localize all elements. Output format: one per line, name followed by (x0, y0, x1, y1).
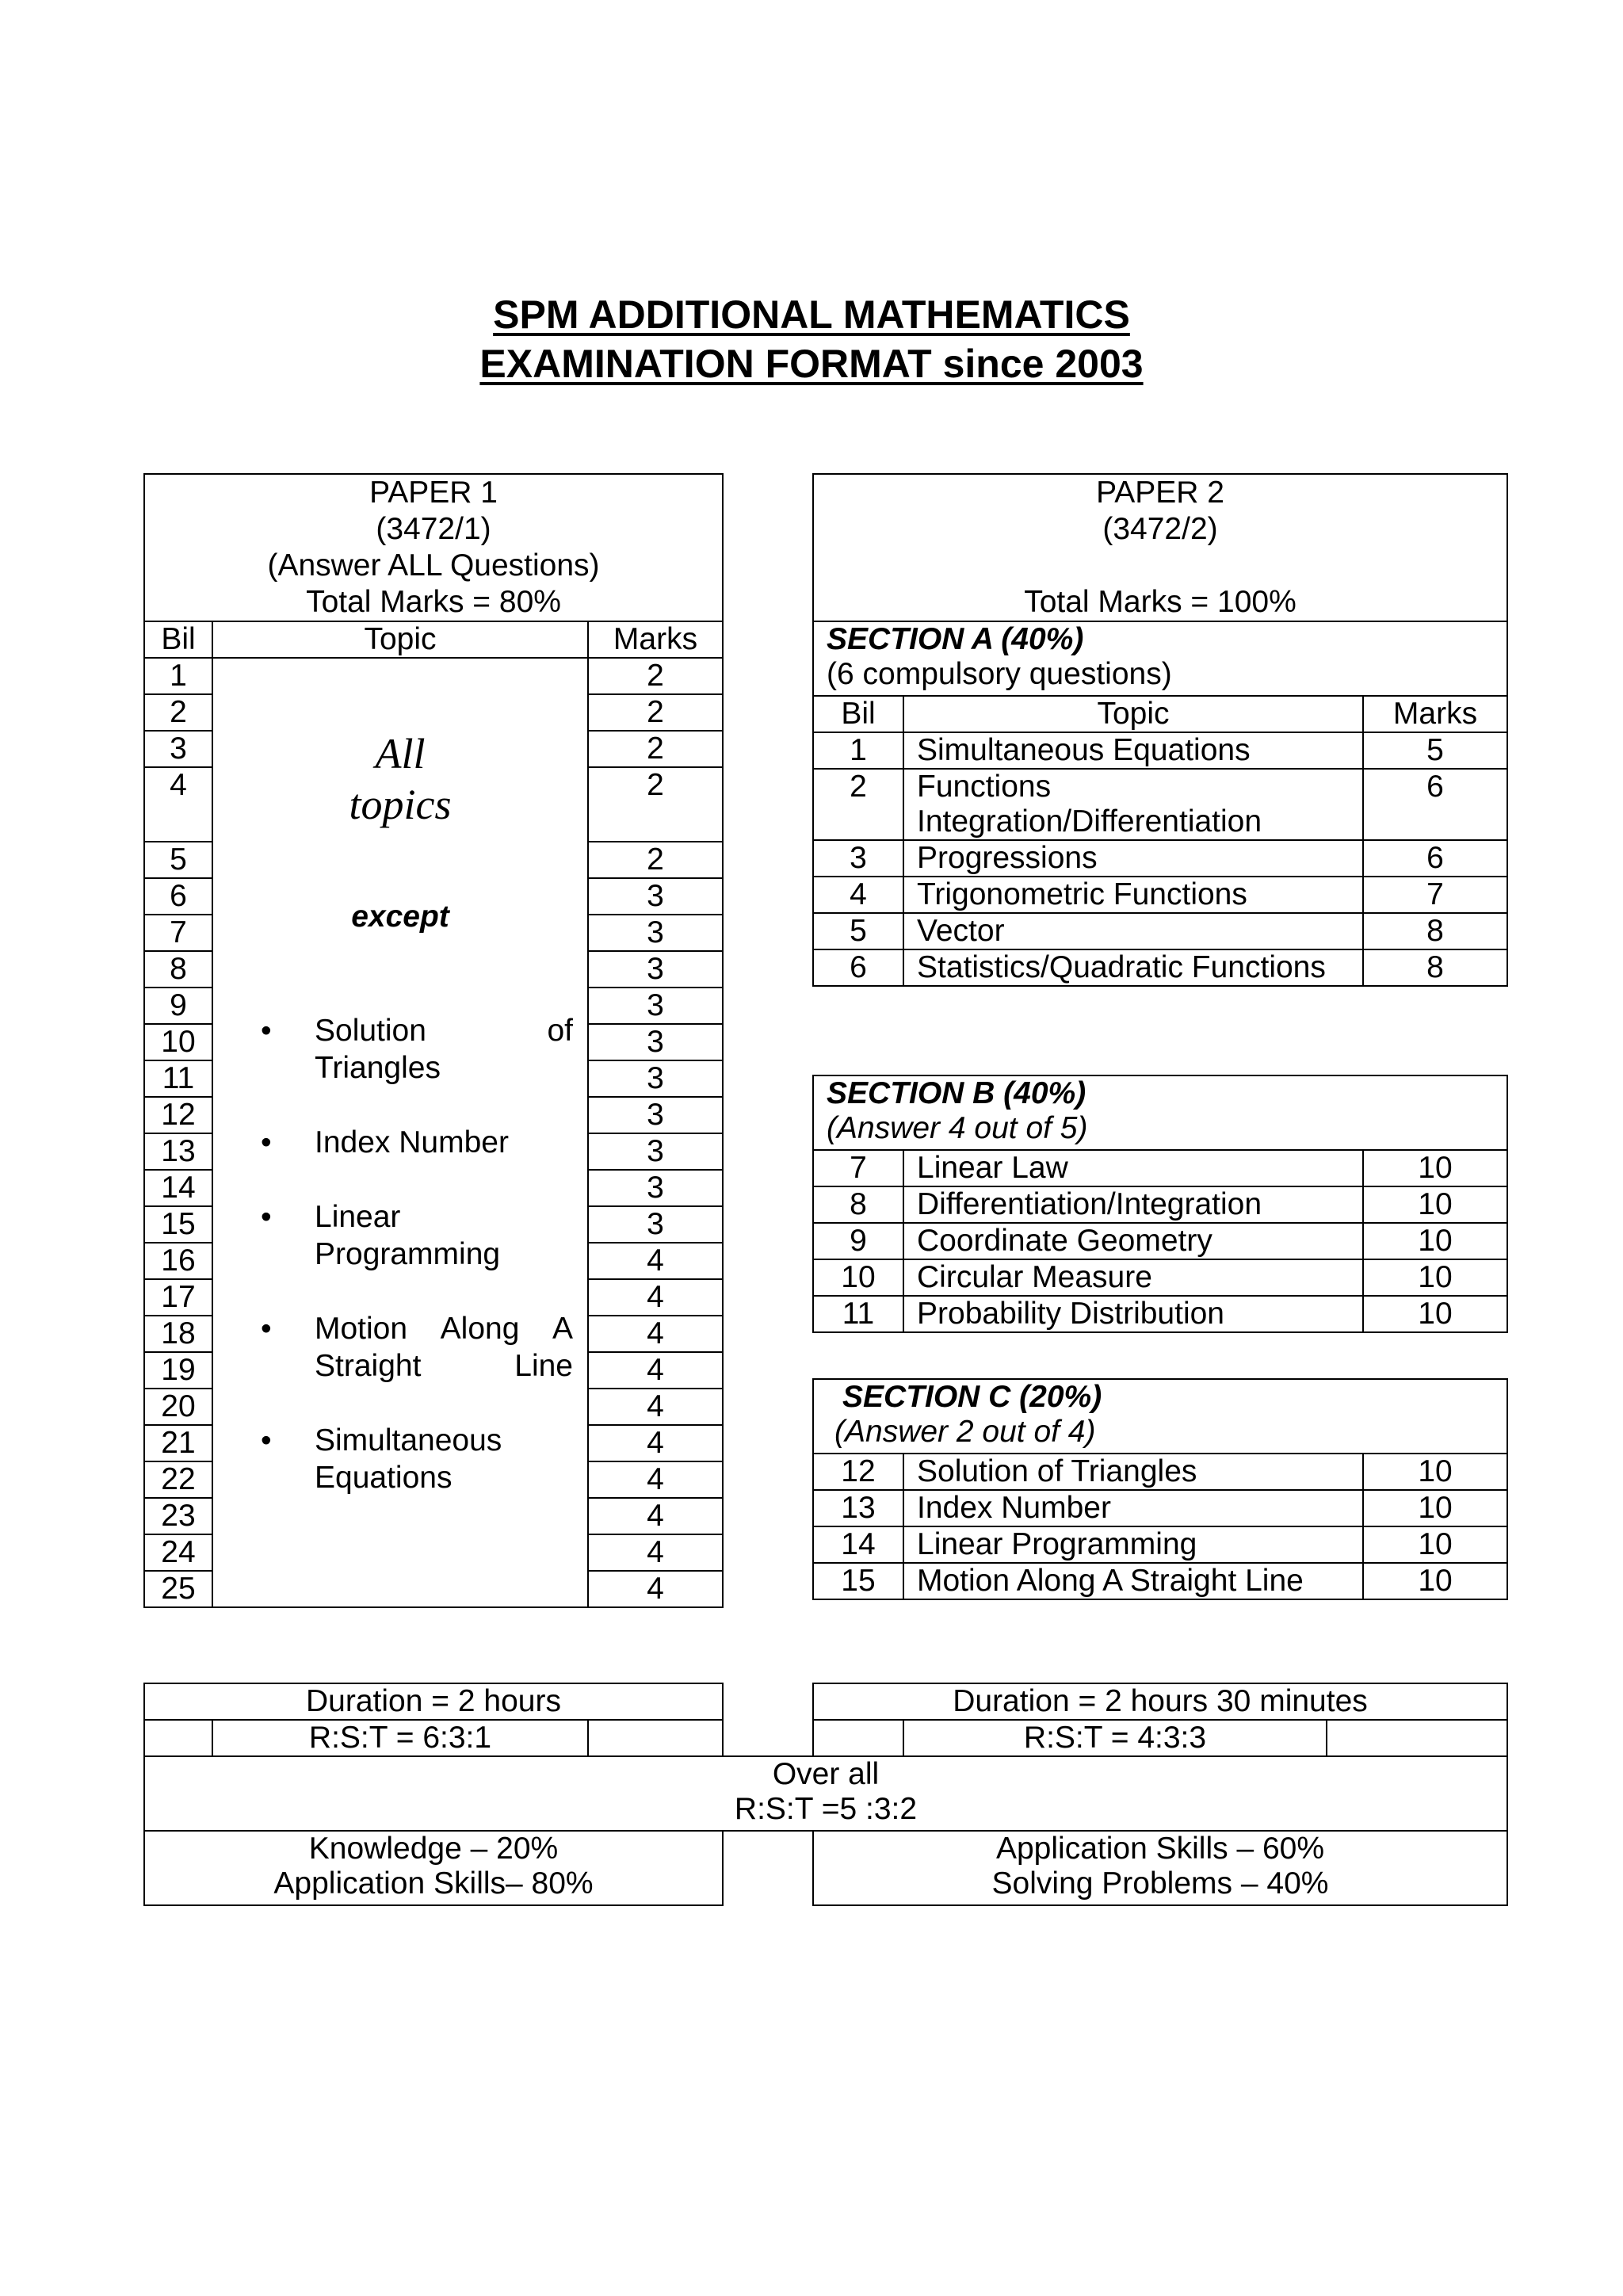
exception-text: Motion Along A Straight Line (315, 1312, 573, 1383)
section-b-row-topic: Linear Law (903, 1150, 1363, 1186)
paper1-row-marks: 4 (588, 1461, 723, 1498)
paper1-row-marks: 2 (588, 694, 723, 731)
all-topics-line: topics (349, 781, 452, 828)
paper2-skills (813, 1831, 1507, 1905)
section-c-row-bil: 12 (813, 1454, 903, 1490)
section-b-row (813, 1186, 1507, 1223)
paper1-row-bil: 1 (144, 658, 212, 694)
exception-text: Simultaneous Equations (315, 1423, 502, 1495)
topic-line: Simultaneous Equations (917, 733, 1251, 767)
section-c-table (812, 1378, 1508, 1600)
paper2-name: PAPER 2 (1096, 476, 1224, 510)
bullet-icon: • (261, 1125, 272, 1159)
paper1-skills-1: Knowledge – 20% (308, 1832, 559, 1866)
bullet-icon: • (261, 1014, 272, 1048)
paper1-duration: Duration = 2 hours (144, 1683, 723, 1720)
paper1-row-marks: 3 (588, 1133, 723, 1170)
paper1-row-marks: 4 (588, 1534, 723, 1571)
except-label: except (351, 900, 449, 934)
section-c-row-topic: Motion Along A Straight Line (903, 1563, 1363, 1599)
paper1-row-bil: 5 (144, 842, 212, 878)
section-c-row (813, 1526, 1507, 1563)
section-b-row-marks: 10 (1363, 1259, 1507, 1296)
paper1-row-marks: 4 (588, 1389, 723, 1425)
section-c-row-topic: Linear Programming (903, 1526, 1363, 1563)
paper1-row-bil: 18 (144, 1316, 212, 1352)
section-c-header (813, 1379, 1507, 1454)
section-b-row (813, 1150, 1507, 1186)
section-c-row-bil: 14 (813, 1526, 903, 1563)
paper1-col-topic: Topic (212, 621, 588, 658)
topic-line: Statistics/Quadratic Functions (917, 950, 1326, 984)
overall-rst: R:S:T =5 :3:2 (734, 1792, 918, 1826)
section-a-row-marks: 5 (1363, 732, 1507, 769)
paper1-total: Total Marks = 80% (306, 585, 561, 619)
section-b-row-bil: 8 (813, 1186, 903, 1223)
section-b-title: SECTION B (40%) (827, 1076, 1086, 1110)
section-a-row-marks: 6 (1363, 840, 1507, 877)
paper1-skills (144, 1831, 723, 1905)
section-a-row (813, 877, 1507, 913)
paper1-topics-cell (212, 658, 588, 1607)
paper1-row-marks: 2 (588, 767, 723, 842)
paper1-row-marks: 2 (588, 731, 723, 767)
section-b-row (813, 1223, 1507, 1259)
section-b-row-bil: 10 (813, 1259, 903, 1296)
section-b-table (812, 1075, 1508, 1333)
section-b-row (813, 1296, 1507, 1332)
section-b-row-marks: 10 (1363, 1150, 1507, 1186)
section-a-row (813, 840, 1507, 877)
section-b-row-marks: 10 (1363, 1223, 1507, 1259)
section-c-row-marks: 10 (1363, 1563, 1507, 1599)
paper1-row-bil: 14 (144, 1170, 212, 1206)
section-a-row (813, 949, 1507, 986)
section-c-rows (813, 1454, 1507, 1599)
paper1-row-marks: 4 (588, 1352, 723, 1389)
exception-item (261, 1012, 573, 1087)
section-b-row-marks: 10 (1363, 1186, 1507, 1223)
section-a-row (813, 913, 1507, 949)
paper2-code: (3472/2) (1102, 512, 1218, 546)
section-b-row-topic: Differentiation/Integration (903, 1186, 1363, 1223)
document-subtitle (0, 339, 1623, 388)
all-topics-text (213, 728, 587, 830)
paper1-table (143, 473, 724, 1608)
paper1-row-marks: 3 (588, 988, 723, 1024)
paper1-row-marks: 4 (588, 1498, 723, 1534)
section-a-row-bil: 3 (813, 840, 903, 877)
paper2-header (813, 474, 1507, 621)
section-b-row-topic: Circular Measure (903, 1259, 1363, 1296)
paper1-row-bil: 25 (144, 1571, 212, 1607)
section-a-row-marks: 6 (1363, 769, 1507, 840)
section-a-row-bil: 5 (813, 913, 903, 949)
paper1-row-bil: 12 (144, 1097, 212, 1133)
paper1-row-marks: 4 (588, 1571, 723, 1607)
section-a-col-topic: Topic (903, 696, 1363, 732)
section-a-title: SECTION A (40%) (827, 622, 1084, 656)
paper1-row-bil: 21 (144, 1425, 212, 1461)
bullet-icon: • (261, 1200, 272, 1234)
paper1-row-bil: 17 (144, 1279, 212, 1316)
section-a-row-topic (903, 769, 1363, 840)
exception-item (261, 1422, 573, 1496)
section-a-row (813, 732, 1507, 769)
section-b-row-marks: 10 (1363, 1296, 1507, 1332)
section-a-row-topic (903, 877, 1363, 913)
exception-item (261, 1124, 573, 1161)
document-title (0, 290, 1623, 339)
paper1-row-bil: 24 (144, 1534, 212, 1571)
topic-line: Functions (917, 770, 1052, 804)
paper1-row-marks: 3 (588, 1206, 723, 1243)
section-a-note: (6 compulsory questions) (827, 657, 1172, 691)
section-a-col-bil: Bil (813, 696, 903, 732)
section-b-row-topic: Coordinate Geometry (903, 1223, 1363, 1259)
section-b-row (813, 1259, 1507, 1296)
section-b-row-bil: 7 (813, 1150, 903, 1186)
section-a-header (813, 621, 1507, 696)
paper1-row-marks: 3 (588, 951, 723, 988)
paper1-row-bil: 15 (144, 1206, 212, 1243)
paper2-skills-1: Application Skills – 60% (995, 1832, 1325, 1866)
section-c-row-topic: Solution of Triangles (903, 1454, 1363, 1490)
paper1-row-bil: 11 (144, 1060, 212, 1097)
section-a-rows (813, 732, 1507, 986)
topic-line: Progressions (917, 841, 1098, 875)
paper1-col-marks: Marks (588, 621, 723, 658)
paper1-row (144, 658, 723, 694)
paper1-code: (3472/1) (376, 512, 491, 546)
section-a-row-bil: 4 (813, 877, 903, 913)
section-c-row-marks: 10 (1363, 1490, 1507, 1526)
section-c-row-bil: 15 (813, 1563, 903, 1599)
section-c-row (813, 1563, 1507, 1599)
section-c-row (813, 1490, 1507, 1526)
paper2-skills-2: Solving Problems – 40% (991, 1866, 1329, 1901)
paper1-row-bil: 3 (144, 731, 212, 767)
section-c-row (813, 1454, 1507, 1490)
paper1-row-bil: 13 (144, 1133, 212, 1170)
section-a-row-topic (903, 913, 1363, 949)
paper1-row-bil: 10 (144, 1024, 212, 1060)
paper1-row-marks: 3 (588, 1060, 723, 1097)
overall-label: Over all (772, 1757, 880, 1791)
paper1-row-marks: 3 (588, 915, 723, 951)
title-line-2: EXAMINATION FORMAT since 2003 (479, 342, 1144, 386)
paper1-row-marks: 3 (588, 878, 723, 915)
exception-text: Index Number (315, 1125, 509, 1159)
section-a-row-marks: 7 (1363, 877, 1507, 913)
bullet-icon: • (261, 1423, 272, 1457)
section-c-note: (Answer 2 out of 4) (834, 1415, 1096, 1449)
section-a-row-marks: 8 (1363, 949, 1507, 986)
section-a-row-marks: 8 (1363, 913, 1507, 949)
paper1-header (144, 474, 723, 621)
section-c-row-topic: Index Number (903, 1490, 1363, 1526)
paper1-row-marks: 2 (588, 842, 723, 878)
paper1-row-marks: 4 (588, 1316, 723, 1352)
paper1-row-bil: 23 (144, 1498, 212, 1534)
paper1-name: PAPER 1 (369, 476, 498, 510)
paper1-col-bil: Bil (144, 621, 212, 658)
section-b-note: (Answer 4 out of 5) (827, 1111, 1088, 1145)
paper1-row-marks: 3 (588, 1024, 723, 1060)
topic-line: Trigonometric Functions (917, 877, 1247, 911)
paper1-row-marks: 4 (588, 1279, 723, 1316)
section-c-title: SECTION C (20%) (842, 1380, 1102, 1414)
paper1-instruction: (Answer ALL Questions) (267, 548, 600, 583)
section-a-row-bil: 1 (813, 732, 903, 769)
paper1-row-bil: 7 (144, 915, 212, 951)
section-b-row-topic: Probability Distribution (903, 1296, 1363, 1332)
paper1-rst: R:S:T = 6:3:1 (212, 1720, 588, 1756)
paper1-row-bil: 2 (144, 694, 212, 731)
paper1-row-marks: 3 (588, 1097, 723, 1133)
title-line-1: SPM ADDITIONAL MATHEMATICS (493, 292, 1130, 337)
paper2-rst: R:S:T = 4:3:3 (903, 1720, 1327, 1756)
section-a-row-topic (903, 840, 1363, 877)
section-a-row-bil: 2 (813, 769, 903, 840)
exceptions-list (261, 1012, 573, 1534)
paper1-row-marks: 3 (588, 1170, 723, 1206)
paper2-duration: Duration = 2 hours 30 minutes (813, 1683, 1507, 1720)
section-b-row-bil: 9 (813, 1223, 903, 1259)
exception-text: Linear Programming (315, 1200, 501, 1271)
exception-item (261, 1198, 573, 1273)
overall-cell (144, 1756, 1507, 1831)
bullet-icon: • (261, 1312, 272, 1346)
exception-item (261, 1310, 573, 1385)
paper1-row-bil: 16 (144, 1243, 212, 1279)
section-b-header (813, 1075, 1507, 1150)
paper1-row-bil: 19 (144, 1352, 212, 1389)
section-c-row-bil: 13 (813, 1490, 903, 1526)
paper1-row-bil: 9 (144, 988, 212, 1024)
paper2-total: Total Marks = 100% (1024, 585, 1296, 619)
paper1-row-marks: 4 (588, 1425, 723, 1461)
section-b-rows (813, 1150, 1507, 1332)
paper1-row-bil: 6 (144, 878, 212, 915)
summary-table (143, 1683, 1508, 1906)
section-a-row-bil: 6 (813, 949, 903, 986)
section-a-row-topic (903, 732, 1363, 769)
topic-line: Vector (917, 914, 1005, 948)
section-c-row-marks: 10 (1363, 1454, 1507, 1490)
paper1-row-bil: 20 (144, 1389, 212, 1425)
section-c-row-marks: 10 (1363, 1526, 1507, 1563)
all-topics-line: All (375, 730, 426, 777)
paper1-rows (144, 658, 723, 1607)
paper2-table (812, 473, 1508, 987)
exception-text: Solution of Triangles (315, 1014, 573, 1085)
section-a-col-marks: Marks (1363, 696, 1507, 732)
section-a-row-topic (903, 949, 1363, 986)
section-a-row (813, 769, 1507, 840)
section-b-row-bil: 11 (813, 1296, 903, 1332)
paper1-row-marks: 4 (588, 1243, 723, 1279)
paper1-row-bil: 8 (144, 951, 212, 988)
paper1-skills-2: Application Skills– 80% (273, 1866, 594, 1901)
paper1-row-bil: 4 (144, 767, 212, 842)
topic-line-2: Integration/Differentiation (917, 804, 1262, 839)
paper1-row-marks: 2 (588, 658, 723, 694)
paper1-row-bil: 22 (144, 1461, 212, 1498)
